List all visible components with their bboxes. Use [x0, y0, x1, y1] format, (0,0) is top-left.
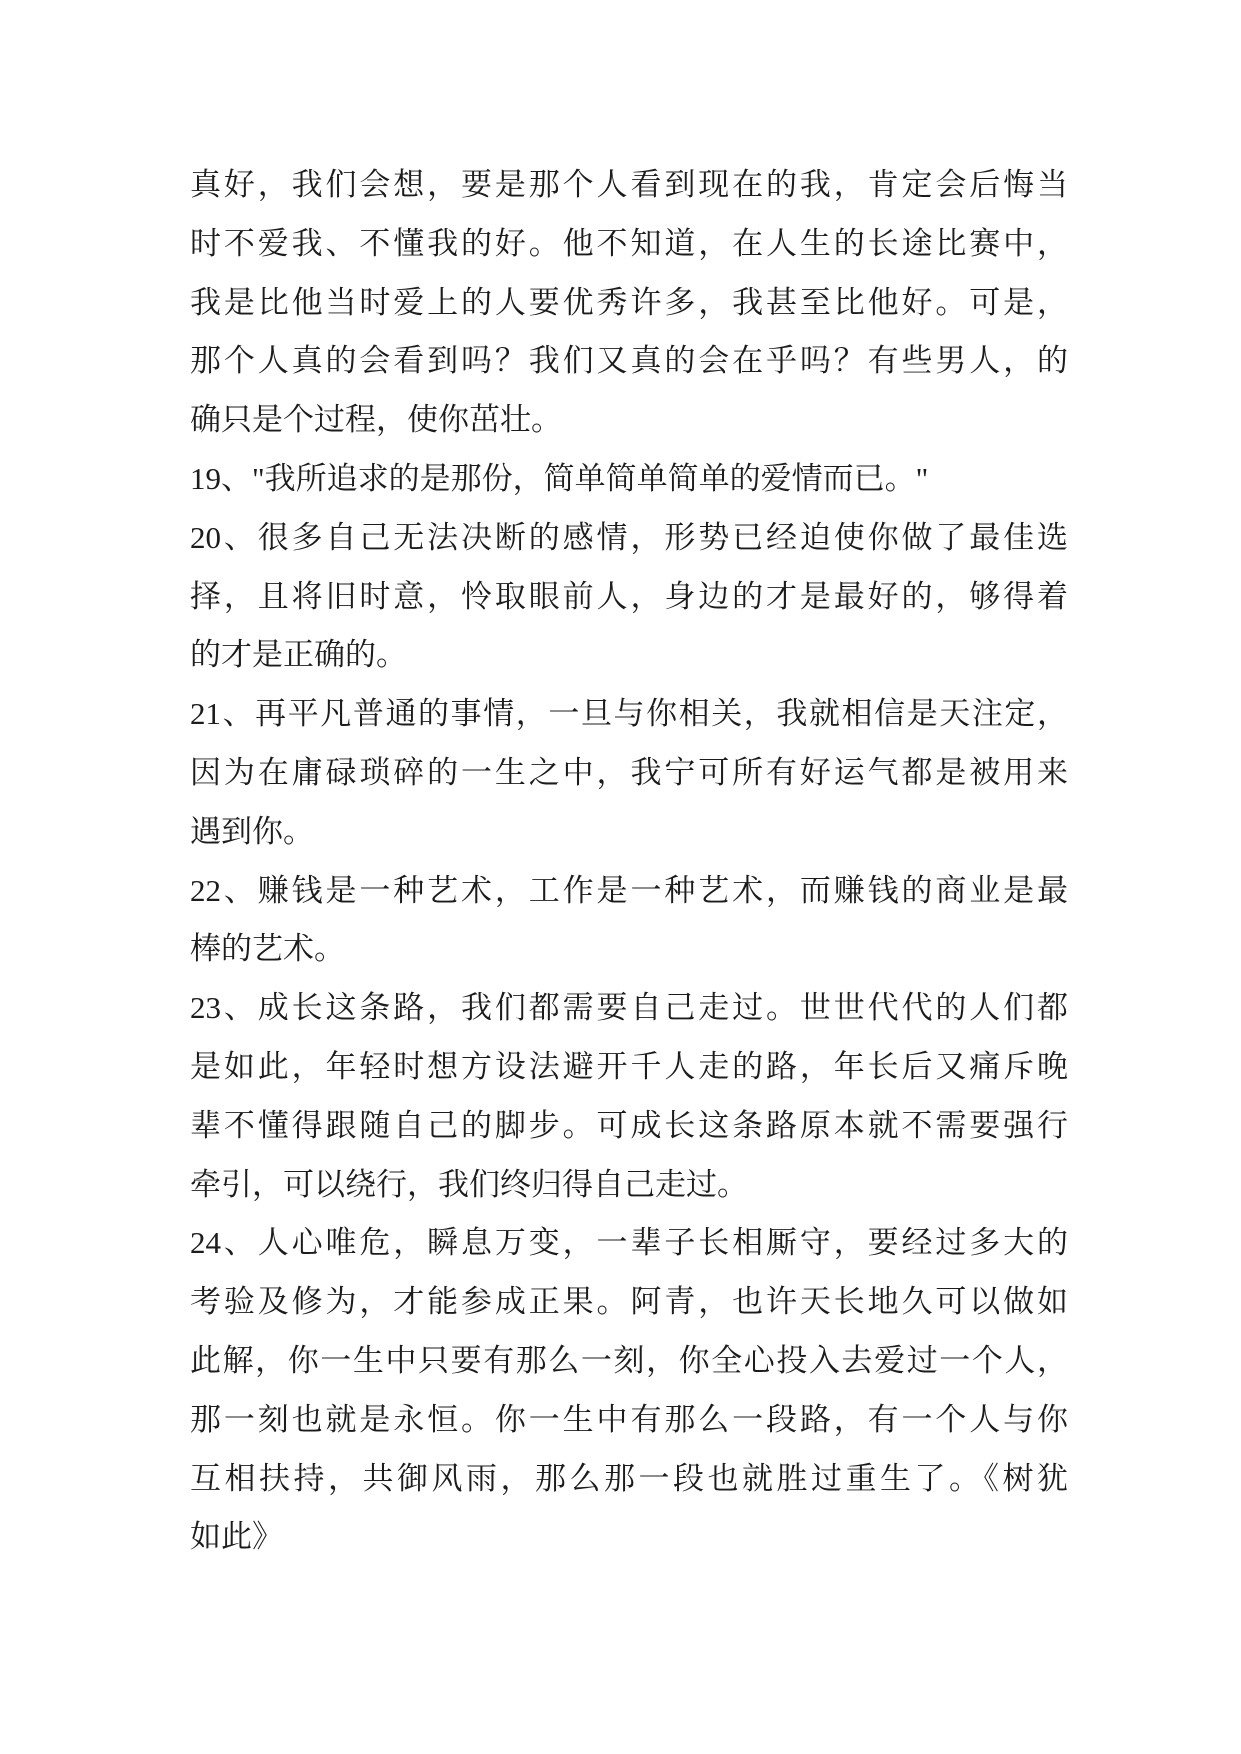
text-line: 辈不懂得跟随自己的脚步。可成长这条路原本就不需要强行 [190, 1107, 1068, 1143]
text-line: 确只是个过程，使你茁壮。 [190, 402, 562, 438]
text-line: 互相扶持，共御风雨，那么那一段也就胜过重生了。《树犹 [190, 1460, 1068, 1496]
paragraph-19 [190, 450, 1068, 509]
text-line: 时不爱我、不懂我的好。他不知道，在人生的长途比赛中， [190, 225, 1068, 261]
text-line: 20、很多自己无法决断的感情，形势已经迫使你做了最佳选 [190, 519, 1068, 555]
text-line: 因为在庸碌琐碎的一生之中，我宁可所有好运气都是被用来 [190, 754, 1068, 790]
text-line: 我是比他当时爱上的人要优秀许多，我甚至比他好。可是， [190, 284, 1068, 320]
text-line: 那一刻也就是永恒。你一生中有那么一段路，有一个人与你 [190, 1401, 1068, 1437]
paragraph-24 [190, 1214, 1068, 1567]
text-line: 遇到你。 [190, 813, 314, 849]
text-line: 是如此，年轻时想方设法避开千人走的路，年长后又痛斥晚 [190, 1048, 1068, 1084]
paragraph-continued [190, 156, 1068, 450]
text-line: 的才是正确的。 [190, 637, 407, 673]
paragraph-21 [190, 685, 1068, 861]
paragraph-23 [190, 979, 1068, 1214]
text-line: 如此》 [190, 1519, 283, 1555]
paragraph-22 [190, 862, 1068, 980]
text-line: 23、成长这条路，我们都需要自己走过。世世代代的人们都 [190, 990, 1068, 1026]
text-line: 考验及修为，才能参成正果。阿青，也许天长地久可以做如 [190, 1284, 1068, 1320]
text-line: 真好，我们会想，要是那个人看到现在的我，肯定会后悔当 [190, 167, 1068, 202]
text-line: 19、"我所追求的是那份，简单简单简单的爱情而已。" [190, 460, 929, 496]
text-line: 棒的艺术。 [190, 931, 345, 967]
text-line: 择，且将旧时意，怜取眼前人，身边的才是最好的，够得着 [190, 578, 1068, 614]
text-line: 此解，你一生中只要有那么一刻，你全心投入去爱过一个人， [190, 1342, 1068, 1378]
text-line: 21、再平凡普通的事情，一旦与你相关，我就相信是天注定， [190, 696, 1068, 732]
text-line: 24、人心唯危，瞬息万变，一辈子长相厮守，要经过多大的 [190, 1225, 1068, 1261]
paragraph-20 [190, 509, 1068, 685]
body-text [190, 156, 1068, 1567]
text-line: 那个人真的会看到吗？我们又真的会在乎吗？有些男人，的 [190, 343, 1068, 379]
text-line: 牵引，可以绕行，我们终归得自己走过。 [190, 1166, 748, 1202]
text-line: 22、赚钱是一种艺术，工作是一种艺术，而赚钱的商业是最 [190, 872, 1068, 908]
